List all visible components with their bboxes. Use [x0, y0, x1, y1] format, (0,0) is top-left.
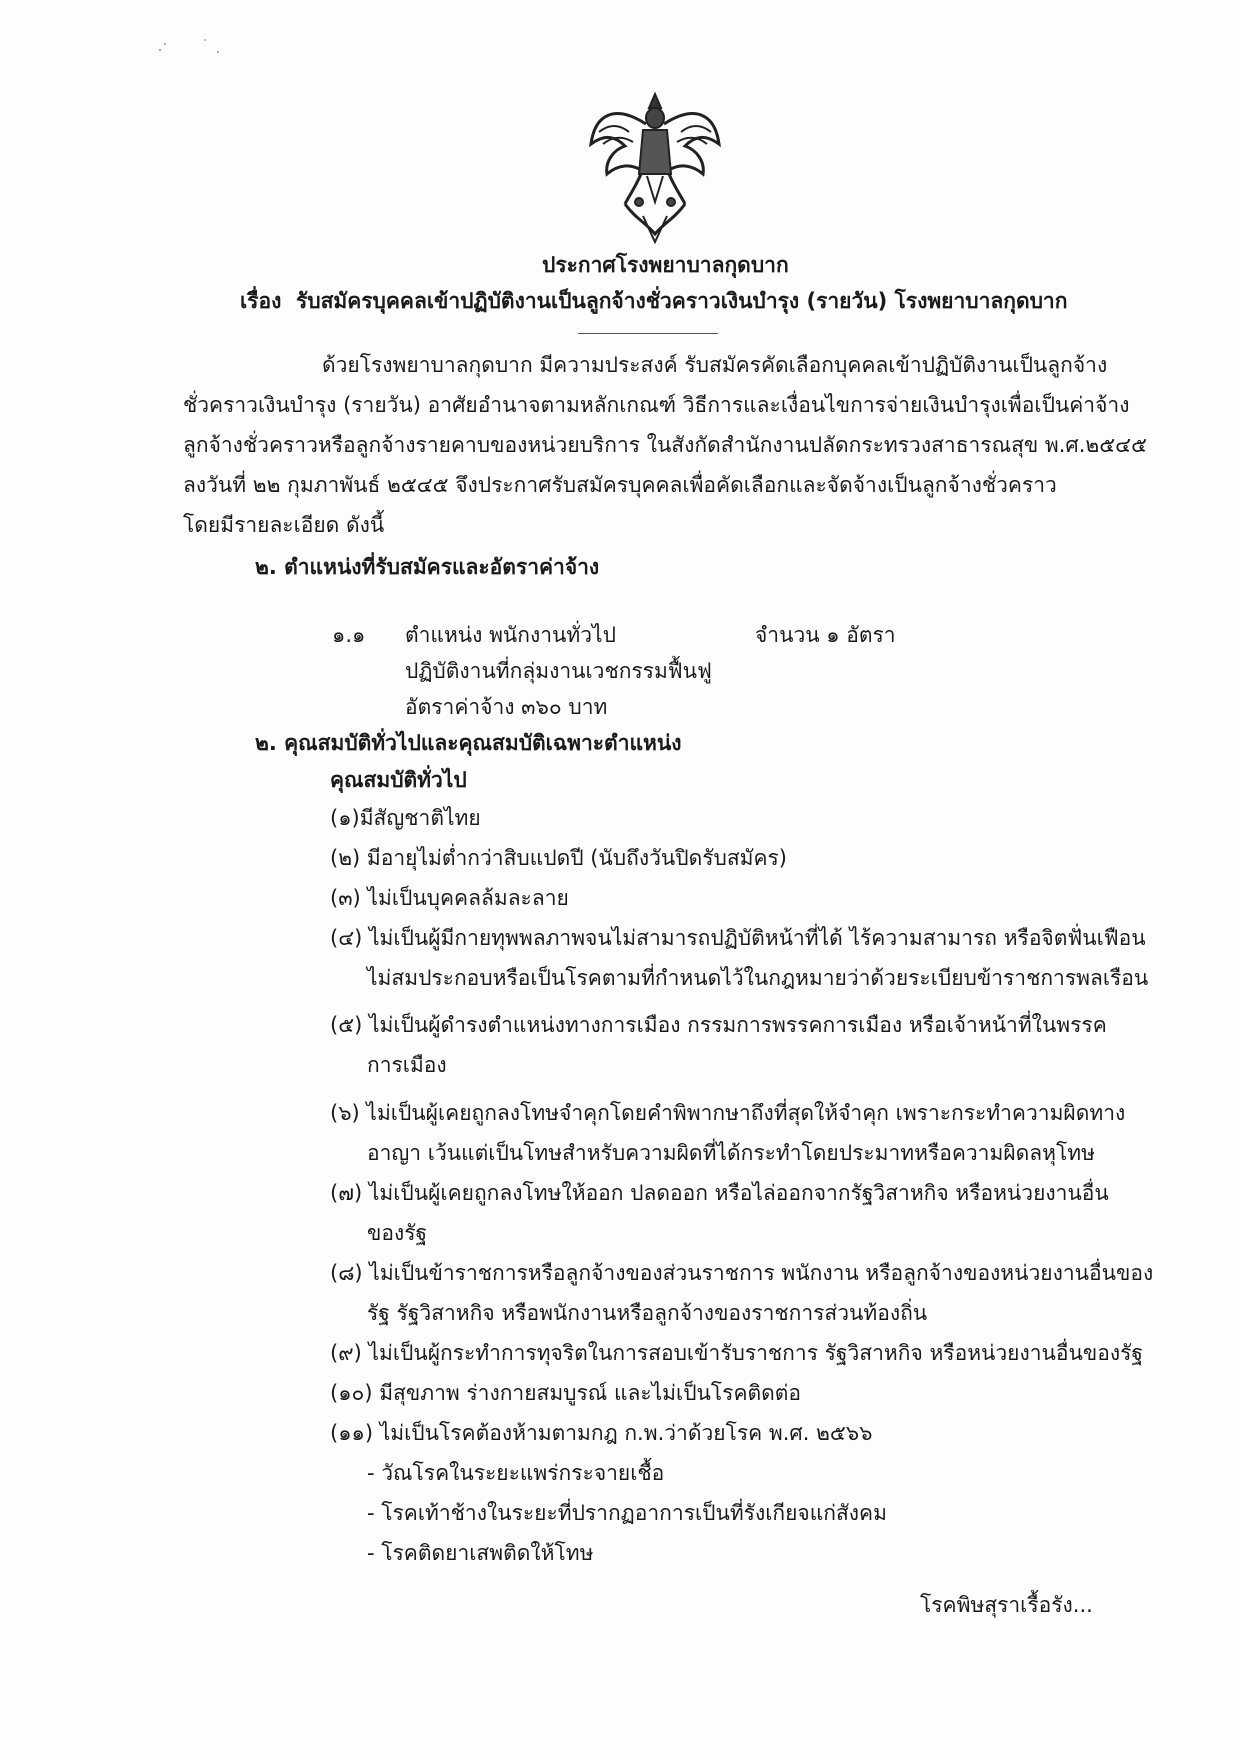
qualification-5-cont: การเมือง	[367, 1053, 447, 1077]
subject-label: เรื่อง	[240, 289, 282, 313]
qualification-1: (๑)มีสัญชาติไทย	[330, 806, 481, 830]
position-number: ๑.๑	[332, 623, 366, 647]
scan-specks	[150, 30, 230, 70]
qualification-4: (๔) ไม่เป็นผู้มีกายทุพพลภาพจนไม่สามารถปฏิบัติหน้าที่ได้ ไร้ความสามารถ หรือจิตฟั่นเฟือน	[330, 926, 1146, 950]
disease-item-2: - โรคเท้าช้างในระยะที่ปรากฏอาการเป็นที่รังเกียจแก่สังคม	[367, 1501, 887, 1525]
intro-line-3: ลูกจ้างชั่วคราวหรือลูกจ้างรายคาบของหน่วยบริการ ในสังกัดสำนักงานปลัดกระทรวงสาธารณสุข พ.ศ.๒๕๔๕	[183, 433, 1147, 457]
intro-line-4: ลงวันที่ ๒๒ กุมภาพันธ์ ๒๕๔๕ จึงประกาศรับสมัครบุคคลเพื่อคัดเลือกและจัดจ้างเป็นลูกจ้างชั่วคราว	[183, 473, 1057, 497]
qualification-5: (๕) ไม่เป็นผู้ดำรงตำแหน่งทางการเมือง กรรมการพรรคการเมือง หรือเจ้าหน้าที่ในพรรค	[330, 1013, 1107, 1037]
qualification-6-cont: อาญา เว้นแต่เป็นโทษสำหรับความผิดที่ได้กระทำโดยประมาทหรือความผิดลหุโทษ	[367, 1141, 1095, 1165]
qualification-8-cont: รัฐ รัฐวิสาหกิจ หรือพนักงานหรือลูกจ้างของราชการส่วนท้องถิ่น	[367, 1301, 928, 1325]
disease-item-1: - วัณโรคในระยะแพร่กระจายเชื้อ	[367, 1461, 665, 1485]
qualification-4-cont: ไม่สมประกอบหรือเป็นโรคตามที่กำหนดไว้ในกฎหมายว่าด้วยระเบียบข้าราชการพลเรือน	[367, 966, 1149, 990]
position-count: จำนวน ๑ อัตรา	[755, 623, 896, 647]
position-unit: ปฏิบัติงานที่กลุ่มงานเวชกรรมฟื้นฟู	[405, 659, 712, 683]
position-title: ตำแหน่ง พนักงานทั่วไป	[405, 623, 616, 647]
qualification-10: (๑๐) มีสุขภาพ ร่างกายสมบูรณ์ และไม่เป็นโรคติดต่อ	[330, 1381, 802, 1405]
continuation-text: โรคพิษสุราเรื้อรัง...	[920, 1593, 1093, 1617]
intro-line-5: โดยมีรายละเอียด ดังนี้	[183, 513, 385, 537]
disease-item-3: - โรคติดยาเสพติดให้โทษ	[367, 1541, 594, 1565]
general-qualifications-heading: คุณสมบัติทั่วไป	[330, 768, 467, 792]
intro-line-1: ด้วยโรงพยาบาลกุดบาก มีความประสงค์ รับสมัครคัดเลือกบุคคลเข้าปฏิบัติงานเป็นลูกจ้าง	[322, 353, 1108, 377]
qualification-9: (๙) ไม่เป็นผู้กระทำการทุจริตในการสอบเข้ารับราชการ รัฐวิสาหกิจ หรือหน่วยงานอื่นของรัฐ	[330, 1341, 1143, 1365]
title-divider	[578, 333, 718, 334]
qualification-3: (๓) ไม่เป็นบุคคลล้มละลาย	[330, 886, 569, 910]
qualification-7: (๗) ไม่เป็นผู้เคยถูกลงโทษให้ออก ปลดออก หรือไล่ออกจากรัฐวิสาหกิจ หรือหน่วยงานอื่น	[330, 1181, 1109, 1205]
qualification-6: (๖) ไม่เป็นผู้เคยถูกลงโทษจำคุกโดยคำพิพากษาถึงที่สุดให้จำคุก เพราะกระทำความผิดทาง	[330, 1101, 1126, 1125]
qualification-8: (๘) ไม่เป็นข้าราชการหรือลูกจ้างของส่วนราชการ พนักงาน หรือลูกจ้างของหน่วยงานอื่นของ	[330, 1261, 1154, 1285]
qualification-2: (๒) มีอายุไม่ต่ำกว่าสิบแปดปี (นับถึงวันปิดรับสมัคร)	[330, 846, 787, 870]
document-title: ประกาศโรงพยาบาลกุดบาก	[542, 253, 789, 277]
position-wage: อัตราค่าจ้าง ๓๖๐ บาท	[405, 695, 608, 719]
qualification-11: (๑๑) ไม่เป็นโรคต้องห้ามตามกฎ ก.พ.ว่าด้วยโรค พ.ศ. ๒๕๖๖	[330, 1421, 873, 1445]
subject-text: รับสมัครบุคคลเข้าปฏิบัติงานเป็นลูกจ้างชั่วคราวเงินบำรุง (รายวัน) โรงพยาบาลกุดบาก	[295, 289, 1068, 313]
section-1-heading: ๒. ตำแหน่งที่รับสมัครและอัตราค่าจ้าง	[255, 555, 600, 579]
qualification-7-cont: ของรัฐ	[367, 1221, 428, 1245]
subject-line	[240, 286, 1067, 316]
garuda-emblem-icon	[585, 84, 725, 244]
intro-line-2: ชั่วคราวเงินบำรุง (รายวัน) อาศัยอำนาจตามหลักเกณฑ์ วิธีการและเงื่อนไขการจ่ายเงินบำรุงเพื่อเป็นค่าจ้าง	[183, 393, 1130, 417]
section-2-heading: ๒. คุณสมบัติทั่วไปและคุณสมบัติเฉพาะตำแหน่ง	[255, 731, 682, 755]
